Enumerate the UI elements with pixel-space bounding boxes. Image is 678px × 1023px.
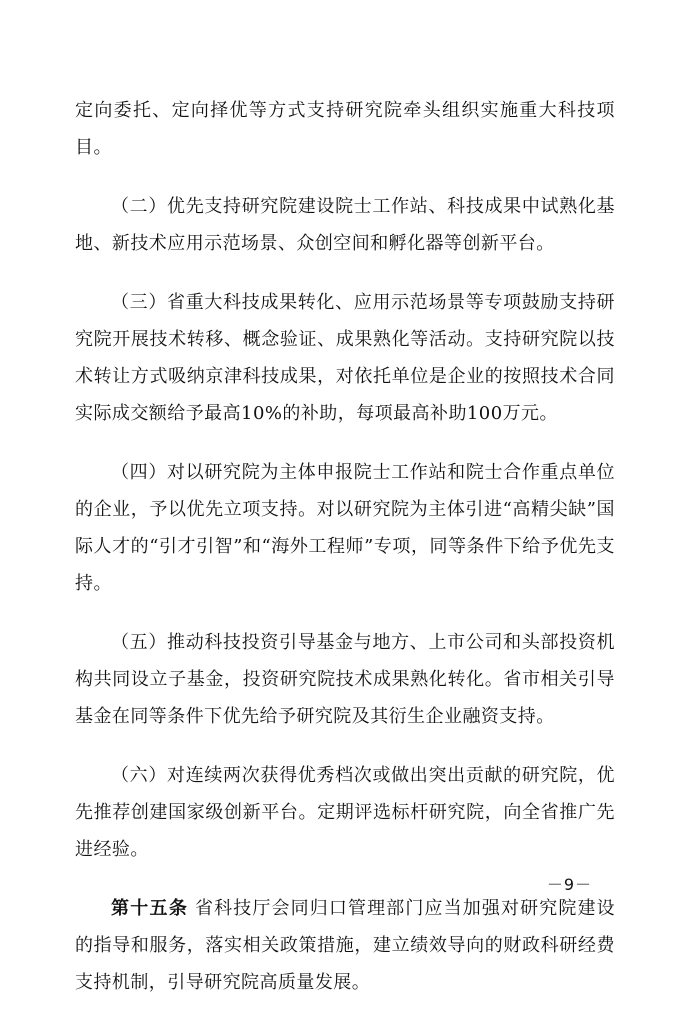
paragraph-item-2 [75,188,615,262]
paragraph-text: （三）省重大科技成果转化、应用示范场景等专项鼓励支持研究院开展技术转移、概念验证、成果熟化等活动。支持研究院以技术转让方式吸纳京津科技成果，对依托单位是企业的按照技术合同实际成交额给予最高10%的补助，每项最高补助100万元。 [75,292,615,424]
article-15-paragraph [75,890,615,1001]
paragraph-item-6 [75,757,615,868]
paragraph-continued-project-support [75,92,615,166]
paragraph-text: 定向委托、定向择优等方式支持研究院牵头组织实施重大科技项目。 [75,100,615,158]
paragraph-item-3 [75,284,615,432]
article-label: 第十五条 [111,898,189,919]
document-body [75,92,615,1023]
paragraph-text: （六）对连续两次获得优秀档次或做出突出贡献的研究院，优先推荐创建国家级创新平台。定期评选标杆研究院，向全省推广先进经验。 [75,765,615,860]
paragraph-text: （二）优先支持研究院建设院士工作站、科技成果中试熟化基地、新技术应用示范场景、众创空间和孵化器等创新平台。 [75,196,615,254]
paragraph-item-4 [75,454,615,602]
paragraph-text: （五）推动科技投资引导基金与地方、上市公司和头部投资机构共同设立子基金，投资研究院技术成果熟化转化。省市相关引导基金在同等条件下优先给予研究院及其衍生企业融资支持。 [75,632,615,727]
paragraph-text: （四）对以研究院为主体申报院士工作站和院士合作重点单位的企业，予以优先立项支持。对以研究院为主体引进“高精尖缺”国际人才的“引才引智”和“海外工程师”专项，同等条件下给予优先支持。 [75,462,615,594]
page-number: －9－ [546,875,592,894]
paragraph-item-5 [75,624,615,735]
article-text: 省科技厅会同归口管理部门应当加强对研究院建设的指导和服务，落实相关政策措施，建立绩效导向的财政科研经费支持机制，引导研究院高质量发展。 [75,898,616,993]
